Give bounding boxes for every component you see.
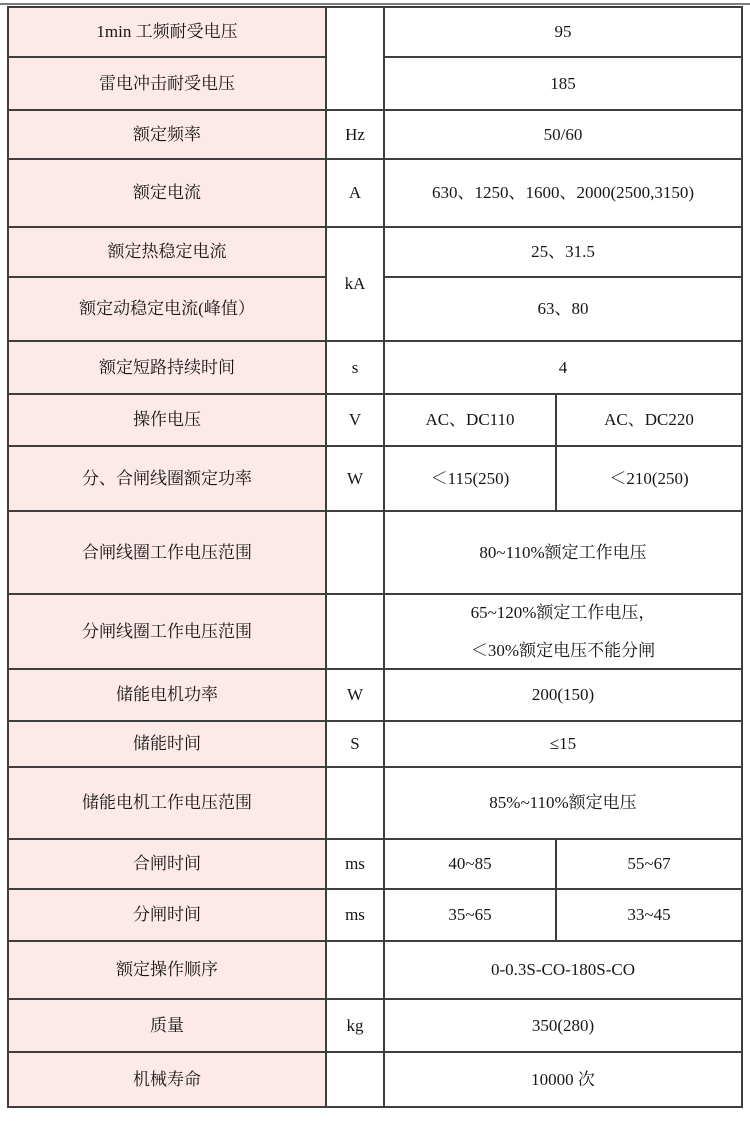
spec-label: 质量 [8,999,326,1052]
spec-label: 额定短路持续时间 [8,341,326,394]
spec-value-line: 65~120%额定工作电压， [470,603,656,623]
spec-unit [326,511,384,594]
spec-value: 55~67 [556,839,742,889]
table-row [8,110,742,159]
spec-unit [326,7,384,110]
spec-label: 雷电冲击耐受电压 [8,57,326,110]
specification-table [7,6,743,1108]
spec-value: 85%~110%额定电压 [384,767,742,839]
spec-label: 分、合闸线圈额定功率 [8,446,326,511]
spec-value: 630、1250、1600、2000(2500,3150) [384,159,742,227]
spec-label: 合闸线圈工作电压范围 [8,511,326,594]
spec-value: 95 [384,7,742,57]
spec-value: 33~45 [556,889,742,941]
spec-value [384,594,742,669]
spec-label: 额定热稳定电流 [8,227,326,277]
spec-value: AC、DC110 [384,394,556,446]
spec-label: 分闸线圈工作电压范围 [8,594,326,669]
spec-unit: kg [326,999,384,1052]
table-row [8,341,742,394]
spec-value: 40~85 [384,839,556,889]
spec-label: 额定频率 [8,110,326,159]
spec-value: 200(150) [384,669,742,721]
table-row [8,669,742,721]
spec-label: 合闸时间 [8,839,326,889]
spec-value: ＜210(250) [556,446,742,511]
spec-value: 35~65 [384,889,556,941]
spec-unit: ms [326,839,384,889]
spec-label: 储能时间 [8,721,326,767]
table-row [8,511,742,594]
table-row [8,767,742,839]
spec-unit: ms [326,889,384,941]
table-row [8,889,742,941]
table-row [8,7,742,57]
table-row [8,721,742,767]
spec-label: 储能电机功率 [8,669,326,721]
spec-unit [326,941,384,999]
spec-label: 分闸时间 [8,889,326,941]
spec-unit: Hz [326,110,384,159]
spec-value: 0-0.3S-CO-180S-CO [384,941,742,999]
spec-value: 80~110%额定工作电压 [384,511,742,594]
top-horizontal-rule [0,3,750,5]
spec-value-lines [385,602,741,661]
spec-unit [326,594,384,669]
spec-value: 185 [384,57,742,110]
spec-unit: V [326,394,384,446]
table-row [8,227,742,277]
spec-unit [326,1052,384,1107]
table-row [8,999,742,1052]
table-row [8,1052,742,1107]
spec-unit: s [326,341,384,394]
spec-label: 额定操作顺序 [8,941,326,999]
spec-label: 1min 工频耐受电压 [8,7,326,57]
spec-value: AC、DC220 [556,394,742,446]
table-row [8,394,742,446]
spec-unit: S [326,721,384,767]
spec-value: ＜115(250) [384,446,556,511]
spec-value-line: ＜30%额定电压不能分闸 [470,640,656,660]
table-row [8,159,742,227]
spec-unit: W [326,669,384,721]
spec-unit: A [326,159,384,227]
spec-value: ≤15 [384,721,742,767]
table-row [8,941,742,999]
spec-value: 50/60 [384,110,742,159]
spec-value: 10000 次 [384,1052,742,1107]
spec-unit [326,767,384,839]
spec-label: 机械寿命 [8,1052,326,1107]
spec-value: 4 [384,341,742,394]
spec-label: 储能电机工作电压范围 [8,767,326,839]
table-row [8,446,742,511]
table-row [8,594,742,669]
spec-value: 25、31.5 [384,227,742,277]
spec-label: 额定电流 [8,159,326,227]
spec-value: 63、80 [384,277,742,341]
spec-unit: kA [326,227,384,341]
spec-value: 350(280) [384,999,742,1052]
spec-label: 额定动稳定电流(峰值） [8,277,326,341]
spec-unit: W [326,446,384,511]
table-row [8,839,742,889]
spec-label: 操作电压 [8,394,326,446]
